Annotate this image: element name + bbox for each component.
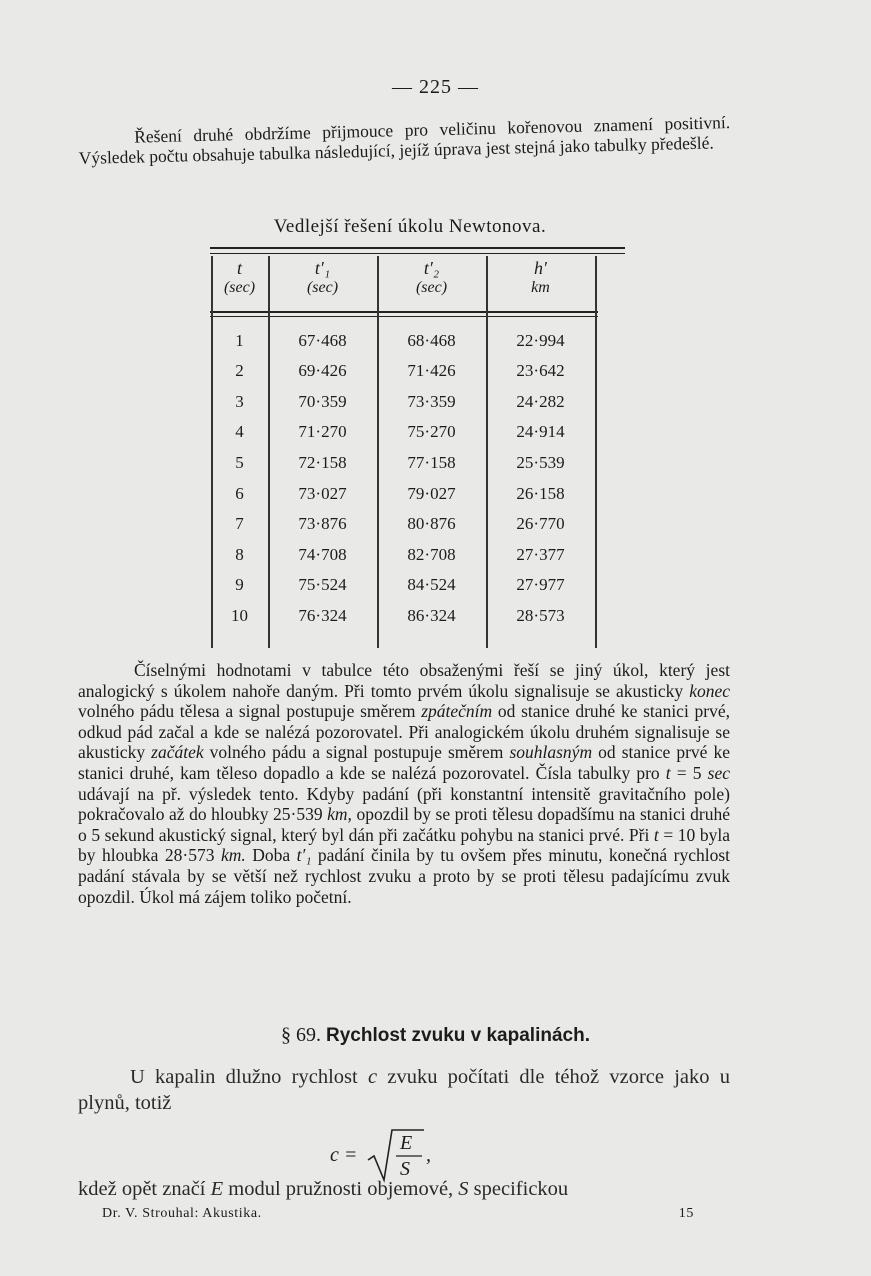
text-run: volného pádu a signal postupuje směrem	[203, 742, 510, 763]
emphasis: E	[210, 1178, 224, 1200]
intro-text: Řešení druhé obdržíme přijmouce pro veličinu kořenovou znamení positivní. Výsledek počtu obsahuje tabulka následující, jejíž úprava jest stejná jako tabulky předešlé.	[78, 112, 731, 169]
table-cell: 26·158	[516, 484, 565, 503]
table-cell: 70·359	[298, 392, 347, 411]
table-cell: 23·642	[516, 361, 565, 380]
body-paragraph	[78, 660, 730, 907]
emphasis: souhlasným	[509, 742, 593, 763]
section-number: § 69.	[281, 1024, 321, 1046]
table-cell: 3	[235, 392, 244, 411]
emphasis: S	[458, 1178, 469, 1200]
emphasis: c	[367, 1066, 378, 1088]
table-cell: 71·270	[298, 422, 347, 441]
emphasis: t	[665, 762, 671, 783]
table-header-t2	[377, 258, 486, 297]
table-cell: 71·426	[407, 361, 456, 380]
table-cell: 73·359	[407, 392, 456, 411]
table-cell: 77·158	[407, 453, 456, 472]
header-unit: (sec)	[306, 279, 339, 296]
table-cell: 26·770	[516, 514, 565, 533]
table-cell: 24·282	[516, 392, 565, 411]
intro-paragraph	[78, 112, 731, 168]
emphasis: km,	[327, 804, 352, 825]
section-title: Rychlost zvuku v kapalinách.	[326, 1025, 590, 1046]
table-cell: 2	[235, 361, 244, 380]
table-cell: 28·573	[516, 606, 565, 625]
table-cell: 4	[235, 422, 244, 441]
table-title: Vedlejší řešení úkolu Newtonova.	[273, 216, 547, 237]
header-unit: (sec)	[415, 279, 448, 296]
table-cell: 75·270	[407, 422, 456, 441]
section-paragraph	[78, 1064, 730, 1116]
text-run: modul pružnosti objemové,	[223, 1178, 459, 1200]
table-cell: 24·914	[516, 422, 565, 441]
table-header-h	[486, 258, 595, 297]
table-cell: 72·158	[298, 453, 347, 472]
text-run: kdež opět značí	[78, 1178, 211, 1200]
table-cell: 25·539	[516, 453, 565, 472]
table-cell: 73·876	[298, 514, 347, 533]
emphasis: sec	[707, 762, 730, 783]
section-heading	[0, 1024, 871, 1047]
text-run: = 5	[670, 762, 708, 783]
table-cell: 68·468	[407, 331, 456, 350]
table-cell: 6	[235, 484, 244, 503]
formula-trail: ,	[426, 1144, 431, 1166]
text-run: U kapalin dlužno rychlost	[130, 1066, 368, 1088]
text-run: zvuku počítati dle téhož vzorce jako u plynů, totiž	[78, 1066, 731, 1114]
table-cell: 1	[235, 331, 244, 350]
table-cell: 75·524	[298, 575, 347, 594]
table-cell: 7	[235, 514, 244, 533]
formula-numerator: E	[400, 1132, 413, 1154]
emphasis: t	[653, 824, 659, 845]
table-cell: 76·324	[298, 606, 347, 625]
page-footer	[102, 1206, 694, 1222]
text-run: Číselnými hodnotami v tabulce této obsaženými řeší se jiný úkol, který jest analogický s úkolem nahoře daným. Při tomto prvém úkolu signalisuje se akusticky	[78, 660, 730, 701]
table-cell: 5	[235, 453, 244, 472]
body-text	[78, 660, 730, 907]
table-cell: 79·027	[407, 484, 456, 503]
header-unit: km	[531, 279, 550, 296]
last-paragraph	[78, 1176, 730, 1202]
formula-lhs: c =	[330, 1144, 358, 1166]
table-cell: 27·977	[516, 575, 565, 594]
header-symbol: t′₂	[423, 258, 440, 278]
footer-author: Dr. V. Strouhal: Akustika.	[102, 1206, 262, 1221]
text-run: opozdil by se proti tělesu dopadšímu na stanici druhé o 5 sekund akustický signal, který byl dán při začátku pohybu na stanici prvé. Při	[78, 804, 730, 845]
header-symbol: h′	[534, 258, 547, 278]
table-cell: 69·426	[298, 361, 347, 380]
text-run: udávají na př. výsledek tento. Kdyby padání (při konstantní intensitě gravitačního pole) pokračovalo až do hloubky 25·539	[78, 783, 730, 825]
table-cell: 82·708	[407, 545, 456, 564]
table-cell: 27·377	[516, 545, 565, 564]
text-run: padání činila by tu ovšem přes minutu, konečná rychlost padání stávala by se větší než rychlost zvuku a proto by se proti tělesu padajícímu zvuk opozdil. Úkol má zájem toliko početní.	[78, 845, 730, 907]
table-top-rule	[210, 247, 625, 249]
table-cell: 73·027	[298, 484, 347, 503]
table-header-t	[211, 258, 268, 297]
header-symbol: t′₁	[314, 258, 331, 278]
text-run: = 10 byla by hloubka 28·573	[78, 824, 731, 866]
table-header-t1	[268, 258, 377, 297]
table-top-rule-thin	[210, 253, 625, 254]
table-cell: 86·324	[407, 606, 456, 625]
emphasis: začátek	[151, 742, 204, 763]
footer-signature: 15	[678, 1206, 694, 1221]
header-unit: (sec)	[223, 279, 256, 296]
emphasis: zpátečním	[421, 701, 493, 722]
text-run: specifickou	[468, 1178, 569, 1200]
emphasis: t′₁	[296, 845, 312, 866]
table-cell: 80·876	[407, 514, 456, 533]
text-run: od stanice prvé ke stanici druhé, kam těleso dopadlo a kde se nalézá pozorovatel. Čísla tabulky pro	[78, 742, 731, 783]
text-run: od stanice druhé ke stanici prvé, odkud pád začal a kde se nalézá pozorovatel. Při analogickém úkolu druhém signalisuje se akusticky	[78, 701, 730, 763]
formula-denominator: S	[400, 1158, 410, 1180]
table-cell: 74·708	[298, 545, 347, 564]
text-run: Doba	[245, 845, 297, 866]
table-cell: 8	[235, 545, 244, 564]
table-cell: 84·524	[407, 575, 456, 594]
table-column-divider	[595, 256, 597, 648]
emphasis: km.	[220, 845, 246, 866]
table-cell: 10	[231, 606, 248, 625]
table-cell: 9	[235, 575, 244, 594]
header-symbol: t	[236, 258, 242, 278]
emphasis: konec	[689, 680, 730, 701]
table-cell: 67·468	[298, 331, 347, 350]
page-number: — 225 —	[392, 76, 479, 98]
table-cell: 22·994	[516, 331, 565, 350]
text-run: volného pádu tělesa a signal postupuje směrem	[78, 701, 422, 722]
